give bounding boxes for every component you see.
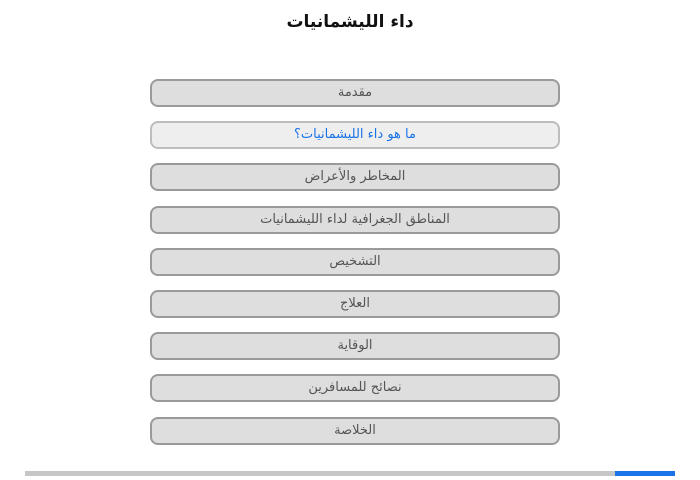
- topic-menu: [150, 79, 560, 459]
- menu-item-summary[interactable]: الخلاصة: [150, 417, 560, 445]
- progress-bar: [25, 471, 675, 476]
- menu-item-prevention[interactable]: الوقاية: [150, 332, 560, 360]
- page-title: داء الليشمانيات: [286, 12, 414, 32]
- menu-item-risks-symptoms[interactable]: المخاطر والأعراض: [150, 163, 560, 191]
- menu-item-treatment[interactable]: العلاج: [150, 290, 560, 318]
- menu-item-geographic-areas[interactable]: المناطق الجغرافية لداء الليشمانيات: [150, 206, 560, 234]
- menu-item-introduction[interactable]: مقدمة: [150, 79, 560, 107]
- menu-item-diagnosis[interactable]: التشخيص: [150, 248, 560, 276]
- menu-item-what-is-leishmaniasis[interactable]: ما هو داء الليشمانيات؟: [150, 121, 560, 149]
- menu-item-traveler-tips[interactable]: نصائح للمسافرين: [150, 374, 560, 402]
- progress-bar-fill: [615, 471, 675, 476]
